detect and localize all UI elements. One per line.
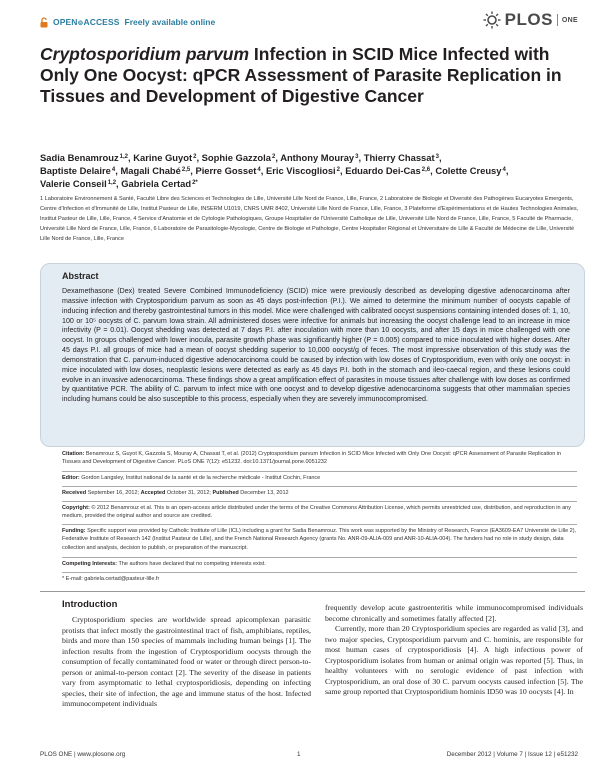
intro-paragraph: Cryptosporidium species are worldwide spread apicomplexan parasitic protists that infect mostly the gastrointestinal tract of fish, amphibians, reptiles, birds and more than 150 species of mammals including human beings [1]. The infection results from the ingestion of Cryptosporidium oocysts through the consumption of fecally contaminated food or water or through direct person-to-person or animal-to-person contact [2]. The severity of the disease in patients vary from asymptomatic to lethal cryptosporidiosis, depending on infecting species, their site of infection, the age and immune status of the host. Infected immunocompetent individuals	[62, 615, 311, 709]
author-affiliation-marker: 2,5	[181, 167, 191, 174]
funding: Funding: Specific support was provided by Catholic Institute of Lille (ICL) including a grant for Sadia Benamrouz. This work was supported by the Ministry of Research, France (EA3609-EA7 Université de Lille 2), Federative Institute of Research 142 (Institut Pasteur de Lille), and the French National Research Agency (grants No. ANR-09-ALIA-009 and ANR-10-ALIA-004). The funders had no role in study design, data collection and analysis, decision to publish, or preparation of the manuscript.	[62, 528, 577, 551]
introduction-heading: Introduction	[62, 599, 118, 610]
author-affiliation-marker: 4	[257, 167, 261, 174]
meta-rule	[62, 524, 577, 525]
author-name: Magali Chabé	[120, 165, 181, 177]
introduction-column-1	[62, 615, 311, 710]
section-divider	[40, 591, 585, 592]
author-affiliation-marker: 3	[435, 154, 439, 160]
author-affiliation-marker: 2	[271, 154, 276, 160]
author-name: Anthony Mouray	[280, 152, 355, 163]
plos-sun-icon	[483, 11, 501, 29]
author-affiliation-marker: 4	[111, 167, 116, 174]
meta-rule	[62, 501, 577, 502]
dates: Received September 16, 2012; Accepted October 31, 2012; Published December 13, 2012	[62, 490, 289, 496]
author-name: Eduardo Dei-Cas	[345, 165, 421, 177]
meta-rule	[62, 486, 577, 487]
logo-divider	[557, 14, 558, 26]
author-name: Baptiste Delaire	[40, 165, 111, 177]
author-affiliation-marker: 3	[355, 154, 359, 160]
affiliations: 1 Laboratoire Environnement & Santé, Faculté Libre des Sciences et Technologies de Lille, Université Lille Nord de France, Lille, France, 2 Laboratoire de Biologie et Diversité des Pathogènes Eucaryotes Emergents, Centre d'Infection et d'Immunité de Lille, Institut Pasteur de Lille, INSERM U1019, CNRS UMR 8402, Université Lille Nord de France, Lille, France, 3 Plateforme d'Expérimentations et de Hautes Technologies Animales, Institut Pasteur de Lille, Lille, France, 4 Service d'Anatomie et de Cytologie Pathologiques, Groupe Hospitalier de l'Université Catholique de Lille, Université Lille Nord de France, Lille, France, 5 Faculté de Pharmacie, Université Lille Nord de France, Lille, France, 6 Laboratoire de Parasitologie-Mycologie, Centre de Biologie et Pathologie, Centre Hospitalier Régional et Universitaire de Lille & Faculté de Médecine de Lille, Université Lille Nord de France, Lille, France	[40, 196, 579, 242]
footer-issue: December 2012 | Volume 7 | Issue 12 | e51232	[446, 751, 578, 758]
meta-rule	[62, 471, 577, 472]
open-lock-icon	[40, 17, 48, 28]
one-wordmark: ONE	[561, 16, 578, 24]
author-name: Eric Viscogliosi	[265, 165, 336, 177]
author-affiliation-marker: 2*	[192, 180, 198, 187]
copyright: Copyright: © 2012 Benamrouz et al. This is an open-access article distributed under the terms of the Creative Commons Attribution License, which permits unrestricted use, distribution, and reproduction in any medium, provided the original author and source are credited.	[62, 505, 571, 520]
open-access-banner	[40, 15, 215, 29]
freely-available-label: Freely available online	[124, 17, 216, 27]
author-name: Sophie Gazzola	[201, 152, 271, 163]
open-access-label: OPEN⊚ACCESS	[53, 17, 120, 27]
page-number: 1	[297, 751, 301, 758]
author-name: Sadia Benamrouz	[40, 152, 119, 163]
abstract-text: Dexamethasone (Dex) treated Severe Combined Immunodeficiency (SCID) mice were previously described as developing digestive adenocarcinoma after massive infection with Cryptosporidium parvum as soon as 45 days post-infection (P.I.). We aimed to determine the minimum number of oocysts capable of inducing infection and thereby gastrointestinal tumors in this model. Mice were challenged with calibrated oocyst suspensions containing intended doses of: 1, 10, 100 or 10⁵ oocysts of C. parvum Iowa strain. All administered doses were infective for animals but increasing the oocyst challenge lead to an increase in mice infectivity (P = 0.01). Oocyst shedding was detected at 7 days P.I. after inoculation with more than 10 oocysts, and after 15 days in mice challenged with one oocyst. In groups challenged with lower inocula, parasite growth phase was significantly higher (P = 0.005) compared to mice inoculated with higher doses. After 45 days P.I. all groups of mice had a mean of oocyst shedding superior to 10,000 oocyst/g of feces. The most impressive observation of this study was the demonstration that C. parvum-induced digestive adenocarcinoma could be caused by infection with low doses of Cryptosporidium, even with only one oocyst: in mice inoculated with low doses, neoplastic lesions were detected as early as 45 days P.I. both in the stomach and ileo-caecal region, and these lesions could evolve in an invasive adenocarcinoma. These findings show a great amplification effect of parasites in mouse tissues after challenge with low doses as confirmed by quantitative PCR. The ability of C. parvum to infect mice with one oocyst and to develop digestive adenocarcinoma suggests that other mammalian species including humans could be also susceptible to this process, especially when they are severely immunocompromised.	[62, 287, 570, 404]
editor: Editor: Gordon Langsley, Institut national de la santé et de la recherche médicale - Institut Cochin, France	[62, 475, 321, 481]
author-affiliation-marker: 4	[502, 167, 506, 174]
author-name: Valerie Conseil	[40, 178, 107, 190]
author-affiliation-marker: 1,2	[107, 180, 117, 187]
author-name: Gabriela Certad	[121, 178, 192, 190]
plos-one-logo[interactable]	[483, 10, 578, 30]
introduction-column-2	[325, 603, 583, 698]
article-title: Cryptosporidium parvum Infection in SCID Mice Infected with Only One Oocyst: qPCR Assessment of Parasite Replication in Tissues and Development of Digestive Cancer	[40, 44, 562, 106]
citation: Citation: Benamrouz S, Guyot K, Gazzola S, Mouray A, Chassat T, et al. (2012) Cryptosporidium parvum Infection in SCID Mice Infected with Only One Oocyst: qPCR Assessment of Parasite Replication in Tissues and Development of Digestive Cancer. PLoS ONE 7(12): e51232. doi:10.1371/journal.pone.0051232	[62, 451, 562, 466]
meta-rule	[62, 557, 577, 558]
author-line-3: Valerie Conseil$^{1,2}$, Gabriela Certad$^{2*}$	[40, 178, 198, 190]
meta-rule	[62, 572, 577, 573]
author-affiliation-marker: 2	[336, 167, 340, 174]
footer-journal[interactable]: PLOS ONE | www.plosone.org	[40, 751, 126, 758]
author-line-2: Baptiste Delaire$^4$, Magali Chabé$^{2,5}$, Pierre Gosset$^4$, Eric Viscogliosi$^2$, Eduardo Dei-Cas$^{2,6}$, Colette Creusy$^4$,	[40, 165, 509, 177]
author-affiliation-marker: 1,2	[119, 154, 129, 160]
intro-paragraph: frequently develop acute gastroenteritis while immunocompromised individuals become chronically and sometimes fatally affected [2].	[325, 603, 583, 623]
author-list	[40, 151, 585, 191]
author-name: Pierre Gosset	[195, 165, 257, 177]
author-name: Thierry Chassat	[363, 152, 435, 163]
plos-wordmark: PLOS	[504, 10, 553, 29]
author-affiliation-marker: 2	[193, 154, 197, 160]
email[interactable]: * E-mail: gabriela.certad@pasteur-lille.fr	[62, 576, 160, 582]
author-name: Karine Guyot	[133, 152, 193, 163]
abstract-heading: Abstract	[62, 271, 99, 281]
author-affiliation-marker: 2,6	[421, 167, 431, 174]
competing-interests: Competing Interests: The authors have declared that no competing interests exist.	[62, 561, 266, 567]
author-name: Colette Creusy	[435, 165, 502, 177]
intro-paragraph: Currently, more than 20 Cryptosporidium species are regarded as valid [3], and two major species, Cryptosporidium parvum and C. hominis, are responsible for most human cases of cryptosporidiosis [4]. A high infectious power of Cryptosporidium isolates from human or animal origin was reported [5]. Thus, in healthy volunteers with no serologic evidence of past infection with Cryptosporidium, an oral dose of 30 C. parvum oocysts caused infection [5]. The same group reported that Cryptosporidium hominis ID50 was 10 oocysts [4]. In	[325, 624, 583, 697]
author-line-1: Sadia Benamrouz$^{1,2}$, Karine Guyot$^2$, Sophie Gazzola$^2$, Anthony Mouray$^3$, Thierry Chassat$^3$,	[40, 152, 442, 163]
